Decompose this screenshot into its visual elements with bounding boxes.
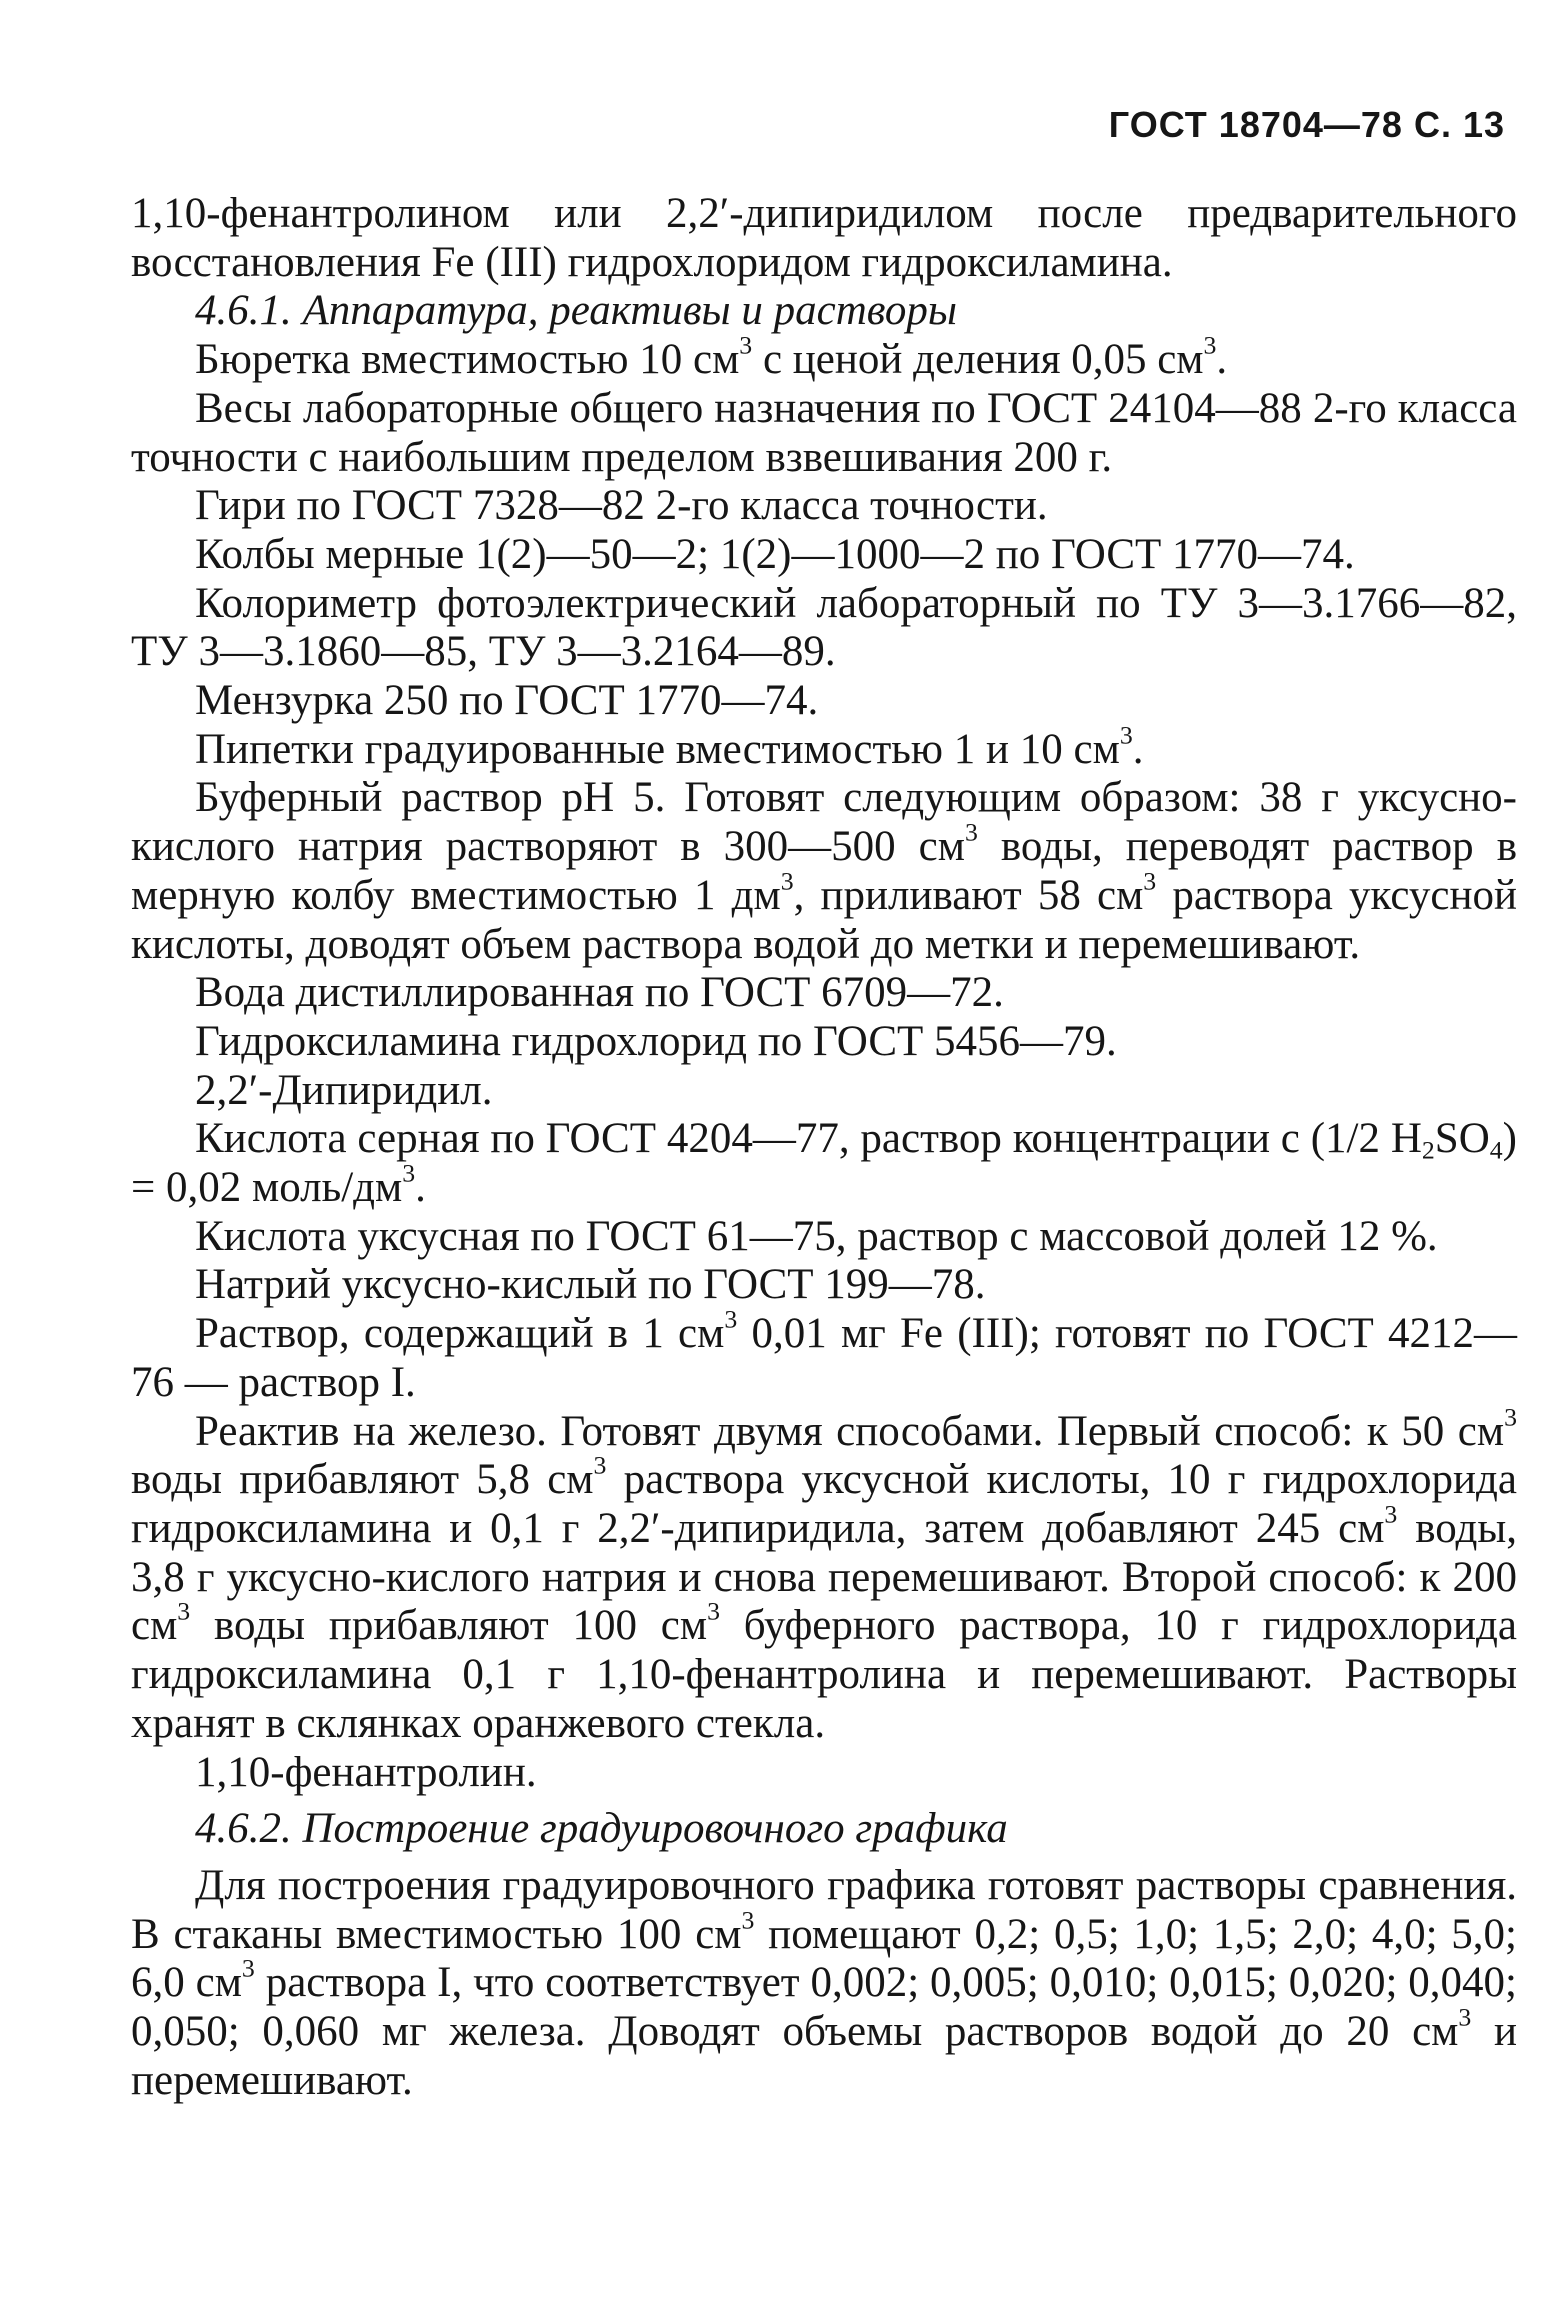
- running-header: ГОСТ 18704—78 С. 13: [1108, 104, 1505, 145]
- item-iron-reagent: Реактив на железо. Готовят двумя способами. Первый способ: к 50 $см^3$ воды прибавляют 5,8 $см^3$ раствора уксусной кислоты, 10 г гидрохлорида гидроксиламина и 0,1 г 2,2′-дипиридила, затем добавляют 245 $см^3$ воды, 3,8 г уксусно-кислого натрия и снова перемешивают. Второй способ: к 200 $см^3$ воды прибавляют 100 $см^3$ буферного раствора, 10 г гидрохлорида гидроксиламина 0,1 г 1,10-фенантролина и перемешивают. Растворы хранят в склянках оранжевого стекла.: [131, 1402, 1517, 1747]
- item-hydroxylamine: Гидроксиламина гидрохлорид по ГОСТ 5456—79.: [195, 1017, 1117, 1065]
- paragraph-calibration: Для построения градуировочного графика готовят растворы сравнения. В стаканы вместимостью 100 $см^3$ помещают 0,2; 0,5; 1,0; 1,5; 2,0; 4,0; 5,0; 6,0 $см^3$ раствора I, что соответствует 0,002; 0,005; 0,010; 0,015; 0,020; 0,040; 0,050; 0,060 мг железа. Доводят объемы растворов водой до 20 $см^3$ и перемешивают.: [131, 1861, 1517, 2104]
- item-burette: Бюретка вместимостью 10 $см^3$ с ценой деления 0,05 $см^3$.: [195, 330, 1228, 384]
- section-heading-4-6-2: 4.6.2. Построение градуировочного графика: [195, 1805, 1008, 1853]
- item-colorimeter: Колориметр фотоэлектрический лабораторный по ТУ 3—3.1766—82, ТУ 3—3.1860—85, ТУ 3—3.2164—89.: [131, 579, 1517, 676]
- item-scales: Весы лабораторные общего назначения по ГОСТ 24104—88 2-го класса точности с наибольшим пределом взвешивания 200 г.: [131, 384, 1517, 481]
- item-sulfuric-acid: Кислота серная по ГОСТ 4204—77, раствор концентрации c (1/2 $H_2SO_4) = 0,02$ моль/$дм^3$.: [131, 1115, 1517, 1212]
- paragraph-intro: 1,10-фенантролином или 2,2′-дипиридилом после предварительного восстановления Fe (III) гидрохлоридом гидроксиламина.: [131, 190, 1517, 286]
- section-heading-4-6-1: 4.6.1. Аппаратура, реактивы и растворы: [195, 287, 958, 335]
- item-weights: Гири по ГОСТ 7328—82 2-го класса точности.: [195, 482, 1048, 530]
- document-body: [131, 190, 1517, 2105]
- item-iron-solution: Раствор, содержащий в 1 $см^3$ 0,01 мг Fe (III); готовят по ГОСТ 4212—76 — раствор I.: [131, 1304, 1518, 1406]
- item-phenanthroline: 1,10-фенантролин.: [195, 1748, 537, 1796]
- item-acetic-acid: Кислота уксусная по ГОСТ 61—75, раствор с массовой долей 12 %.: [195, 1212, 1438, 1260]
- item-distilled-water: Вода дистиллированная по ГОСТ 6709—72.: [195, 969, 1004, 1017]
- item-dipyridyl: 2,2′-Дипиридил.: [195, 1066, 493, 1114]
- item-buffer-solution: Буферный раствор pH 5. Готовят следующим образом: 38 г уксусно-кислого натрия растворяют в 300—500 $см^3$ воды, переводят раствор в мерную колбу вместимостью 1 $дм^3$, приливают 58 $см^3$ раствора уксусной кислоты, доводят объем раствора водой до метки и перемешивают.: [131, 774, 1517, 968]
- item-sodium-acetate: Натрий уксусно-кислый по ГОСТ 199—78.: [195, 1261, 986, 1309]
- item-pipettes: Пипетки градуированные вместимостью 1 и 10 $см^3$.: [195, 720, 1144, 773]
- item-measuring-cylinder: Мензурка 250 по ГОСТ 1770—74.: [195, 677, 819, 725]
- item-flasks: Колбы мерные 1(2)—50—2; 1(2)—1000—2 по ГОСТ 1770—74.: [195, 530, 1355, 578]
